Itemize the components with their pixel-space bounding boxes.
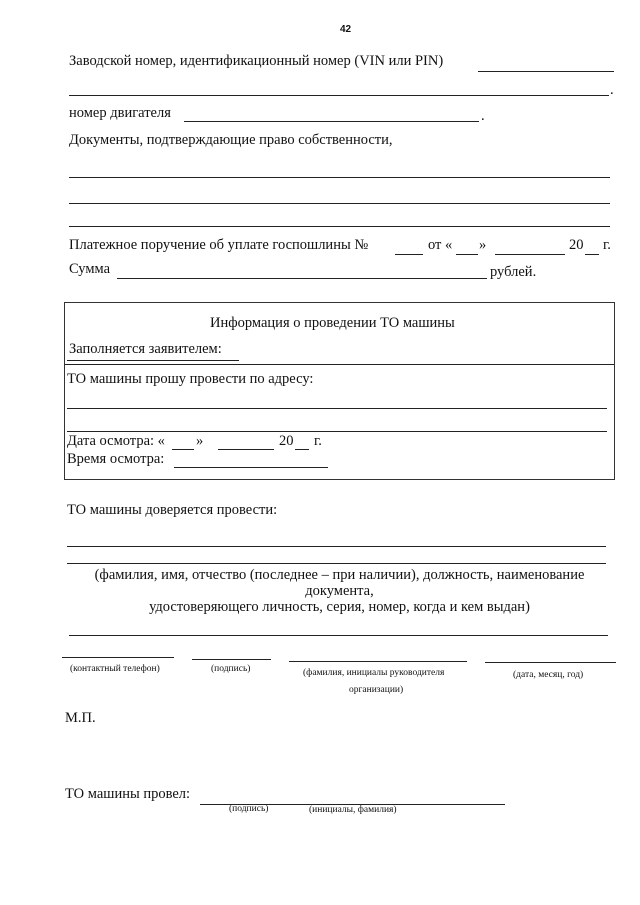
trusted-caption-line-2: документа, bbox=[305, 583, 374, 599]
payment-order-label: Платежное поручение об уплате госпошлины № bbox=[69, 237, 369, 253]
trusted-person-field-1[interactable] bbox=[67, 546, 606, 547]
filled-by-underline bbox=[67, 360, 239, 361]
payment-year-prefix: 20 bbox=[569, 237, 584, 253]
inspection-date-label: Дата осмотра: « bbox=[67, 433, 165, 449]
payment-quote-close: » bbox=[479, 237, 487, 253]
trusted-caption-line-3: удостоверяющего личность, серия, номер, когда и кем выдан) bbox=[149, 599, 530, 615]
date-field[interactable] bbox=[485, 662, 616, 663]
performed-initials-caption: (инициалы, фамилия) bbox=[309, 805, 397, 815]
stamp-mark: М.П. bbox=[65, 710, 96, 726]
payment-year-field[interactable] bbox=[585, 254, 599, 255]
inspection-day-field[interactable] bbox=[172, 449, 194, 450]
date-caption: (дата, месяц, год) bbox=[513, 670, 584, 680]
payment-from-label: от « bbox=[428, 237, 453, 253]
sum-field[interactable] bbox=[117, 278, 487, 279]
head-name-caption-line-1: (фамилия, инициалы руководителя bbox=[303, 668, 445, 678]
inspection-month-field[interactable] bbox=[218, 449, 274, 450]
filled-by-label: Заполняется заявителем: bbox=[69, 341, 222, 357]
sum-label: Сумма bbox=[69, 261, 111, 277]
trusted-caption-line-1: (фамилия, имя, отчество (последнее – при наличии), должность, наименование bbox=[94, 567, 585, 583]
inspection-year-field[interactable] bbox=[295, 449, 309, 450]
inspection-box-divider bbox=[65, 364, 614, 365]
payment-number-field[interactable] bbox=[395, 254, 423, 255]
trusted-person-field-3[interactable] bbox=[69, 635, 608, 636]
performed-signature-caption: (подпись) bbox=[229, 804, 269, 814]
engine-number-label: номер двигателя bbox=[69, 105, 171, 121]
ownership-docs-field-1[interactable] bbox=[69, 177, 610, 178]
payment-month-field[interactable] bbox=[495, 254, 565, 255]
inspection-date-quote: » bbox=[196, 433, 204, 449]
inspection-time-field[interactable] bbox=[174, 467, 328, 468]
ownership-docs-label: Документы, подтверждающие право собственности, bbox=[69, 132, 393, 148]
address-label: ТО машины прошу провести по адресу: bbox=[67, 371, 314, 387]
address-field-2[interactable] bbox=[67, 431, 607, 432]
ownership-docs-field-2[interactable] bbox=[69, 203, 610, 204]
performed-by-label: ТО машины провел: bbox=[65, 786, 191, 802]
ownership-docs-field-3[interactable] bbox=[69, 226, 610, 227]
head-name-field[interactable] bbox=[289, 661, 467, 662]
signature-caption: (подпись) bbox=[211, 664, 251, 674]
phone-field[interactable] bbox=[62, 657, 174, 658]
payment-day-field[interactable] bbox=[456, 254, 478, 255]
engine-end-mark: . bbox=[481, 108, 485, 124]
inspection-year-suffix: г. bbox=[314, 433, 322, 449]
serial-number-field[interactable] bbox=[478, 71, 614, 72]
trusted-person-field-2[interactable] bbox=[67, 563, 606, 564]
head-name-caption-line-2: организации) bbox=[349, 685, 404, 695]
address-field-1[interactable] bbox=[67, 408, 607, 409]
trusted-person-label: ТО машины доверяется провести: bbox=[67, 502, 278, 518]
serial-end-mark: . bbox=[610, 82, 614, 98]
payment-year-suffix: г. bbox=[603, 237, 611, 253]
inspection-year-prefix: 20 bbox=[279, 433, 294, 449]
inspection-box-title: Информация о проведении ТО машины bbox=[210, 315, 455, 331]
page-number: 42 bbox=[340, 24, 352, 35]
phone-caption: (контактный телефон) bbox=[70, 664, 160, 674]
engine-number-field[interactable] bbox=[184, 121, 479, 122]
serial-number-field-continued[interactable] bbox=[69, 95, 609, 96]
signature-field[interactable] bbox=[192, 659, 271, 660]
sum-currency: рублей. bbox=[490, 264, 537, 280]
serial-number-label: Заводской номер, идентификационный номер (VIN или PIN) bbox=[69, 53, 444, 69]
inspection-time-label: Время осмотра: bbox=[67, 451, 165, 467]
